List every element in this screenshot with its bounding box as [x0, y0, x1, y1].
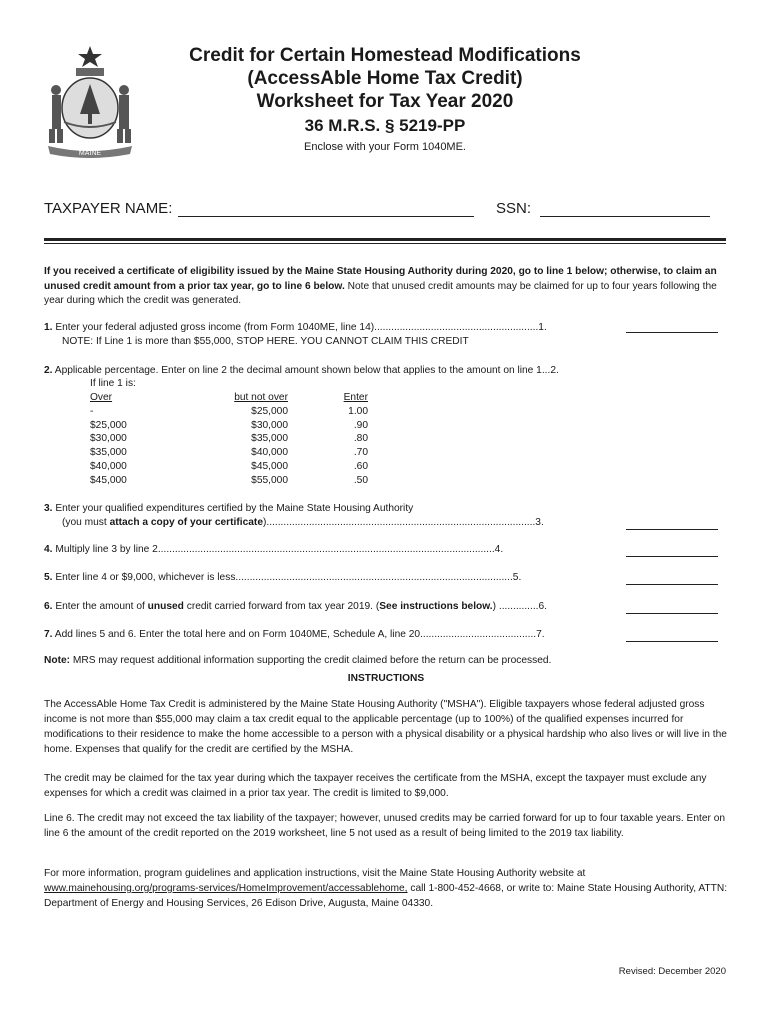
table-cell: -	[90, 405, 94, 417]
table-cell: $40,000	[90, 460, 127, 472]
table-cell: .50	[353, 474, 368, 486]
state-seal-logo	[44, 42, 136, 160]
line-6	[44, 600, 547, 615]
line-4-text: Multiply line 3 by line 2.......................................................................................................................4.	[55, 544, 504, 555]
line-2-if: If line 1 is:	[90, 378, 136, 389]
table-cell: .90	[353, 419, 368, 431]
table-cell: $25,000	[251, 405, 288, 417]
intro-paragraph	[44, 265, 728, 309]
table-row	[90, 460, 368, 474]
intro-normal: Note that unused credit amounts may be claimed for up to four years following the year during which the credit was generated.	[44, 280, 717, 306]
table-cell: $35,000	[251, 433, 288, 445]
mainehousing-link[interactable]: www.mainehousing.org/programs-services/HomeImprovement/accessablehome,	[44, 883, 408, 894]
line-4-input[interactable]	[626, 542, 718, 557]
line-5-input[interactable]	[626, 570, 718, 585]
form-title	[140, 44, 630, 113]
line-3-pre: (you must	[62, 517, 110, 528]
line-5	[44, 571, 521, 586]
line-7-input[interactable]	[626, 627, 718, 642]
table-cell: $30,000	[251, 419, 288, 431]
table-cell: .80	[353, 433, 368, 445]
table-header-not-over: but not over	[234, 392, 288, 403]
title-line-1: Credit for Certain Homestead Modifications	[189, 45, 581, 66]
revised-date: Revised: December 2020	[618, 966, 726, 977]
table-cell: $25,000	[90, 419, 127, 431]
line-3-cont	[62, 516, 544, 531]
line-6-post: ) ..............6.	[492, 601, 547, 612]
divider-thin	[44, 243, 726, 244]
contact-pre: For more information, program guidelines and application instructions, visit the Maine State Housing Authority website at	[44, 868, 586, 879]
line-3-input[interactable]	[626, 515, 718, 530]
table-header-row	[90, 391, 368, 405]
table-header-enter: Enter	[343, 392, 368, 403]
line-1-input[interactable]	[626, 318, 718, 333]
intro-bold: If you received a certificate of eligibility issued by the Maine State Housing Authority during 2020, go to line 1 below; otherwise, to claim an unused credit amount from a prior tax year, go to line 6 below.	[44, 266, 717, 292]
instructions-paragraph-1: The AccessAble Home Tax Credit is administered by the Maine State Housing Authority ("MSHA"). Eligible taxpayers whose federal adjusted gross income is not more than $55,000 may claim a tax credit equal to the applicable percentage (up to 100%) of the qualified expenses incurred for modifications to their residence to make the home accessible to a person with a physical disability or a physical hardship who also lives or will live in the home. Expenses that qualify for the credit are certified by the MSHA.	[44, 699, 727, 755]
line-7-number: 7.	[44, 629, 53, 640]
line-6-number: 6.	[44, 601, 53, 612]
table-row	[90, 432, 368, 446]
line-5-number: 5.	[44, 572, 53, 583]
line-7-text: Add lines 5 and 6. Enter the total here and on Form 1040ME, Schedule A, line 20.........................................7.	[54, 629, 545, 640]
divider-thick	[44, 238, 726, 241]
table-cell: $40,000	[251, 447, 288, 459]
instructions-paragraph-4	[44, 866, 728, 911]
table-cell: .70	[353, 447, 368, 459]
line-3	[44, 502, 413, 517]
line-6-mid: credit carried forward from tax year 2019. (	[183, 601, 380, 612]
line-1	[44, 321, 547, 336]
table-cell: $35,000	[90, 447, 127, 459]
contact-post: call 1-800-452-4668, or write to: Maine State Housing Authority, ATTN: Department of Energy and Housing Services, 26 Edison Drive, Augusta, Maine 04330.	[44, 883, 728, 909]
line-4-number: 4.	[44, 544, 53, 555]
line-3-bold: attach a copy of your certificate	[109, 517, 263, 528]
title-line-2: (AccessAble Home Tax Credit)	[247, 68, 523, 89]
line-7	[44, 628, 545, 643]
table-cell: 1.00	[348, 405, 368, 417]
table-header-over: Over	[90, 392, 113, 403]
instructions-paragraph-3: Line 6. The credit may not exceed the tax liability of the taxpayer; however, unused credits may be carried forward for up to four taxable years. Enter on line 6 the amount of the credit reported on the 2019 worksheet, line 5 not used as a result of being limited to the 2019 tax liability.	[44, 813, 726, 839]
mrs-note	[44, 654, 551, 669]
line-2-number: 2.	[44, 365, 53, 376]
line-5-text: Enter line 4 or $9,000, whichever is less..................................................................................................5.	[55, 572, 522, 583]
table-cell: $30,000	[90, 433, 127, 445]
table-row	[90, 474, 368, 488]
table-row	[90, 446, 368, 460]
ssn-field[interactable]	[540, 216, 710, 217]
line-1-number: 1.	[44, 322, 53, 333]
line-6-input[interactable]	[626, 599, 718, 614]
line-6-pre: Enter the amount of	[55, 601, 148, 612]
ssn-label: SSN:	[496, 200, 532, 217]
title-line-3: Worksheet for Tax Year 2020	[256, 91, 514, 112]
table-cell: $45,000	[90, 474, 127, 486]
line-4	[44, 543, 503, 558]
percentage-table	[90, 391, 368, 488]
line-3-number: 3.	[44, 503, 53, 514]
line-1-text: Enter your federal adjusted gross income (from Form 1040ME, line 14)..........................................................1.	[55, 322, 547, 333]
svg-text:MAINE: MAINE	[78, 150, 102, 157]
enclose-note: Enclose with your Form 1040ME.	[303, 141, 466, 153]
table-row	[90, 419, 368, 433]
line-3-post: )...............................................................................................3.	[263, 517, 544, 528]
note-text: MRS may request additional information supporting the credit claimed before the return can be processed.	[70, 655, 552, 666]
instructions-heading: INSTRUCTIONS	[347, 673, 425, 684]
table-cell: $55,000	[251, 474, 288, 486]
line-2-text: Applicable percentage. Enter on line 2 the decimal amount shown below that applies to the amount on line 1...2.	[54, 365, 559, 376]
note-label: Note:	[44, 655, 71, 666]
taxpayer-name-field[interactable]	[178, 216, 474, 217]
table-row	[90, 405, 368, 419]
line-3-text: Enter your qualified expenditures certified by the Maine State Housing Authority	[55, 503, 414, 514]
instructions-paragraph-2: The credit may be claimed for the tax year during which the taxpayer receives the certificate from the MSHA, except the taxpayer must exclude any expenses for which a credit was claimed in a prior tax year. The credit is limited to $9,000.	[44, 773, 707, 799]
line-6-bold-unused: unused	[147, 601, 184, 612]
statute-citation: 36 M.R.S. § 5219-PP	[304, 116, 466, 135]
taxpayer-name-label: TAXPAYER NAME:	[44, 200, 173, 217]
line-1-note: NOTE: If Line 1 is more than $55,000, STOP HERE. YOU CANNOT CLAIM THIS CREDIT	[62, 336, 469, 347]
table-cell: .60	[353, 460, 368, 472]
line-6-bold-instructions: See instructions below.	[379, 601, 493, 612]
table-cell: $45,000	[251, 460, 288, 472]
